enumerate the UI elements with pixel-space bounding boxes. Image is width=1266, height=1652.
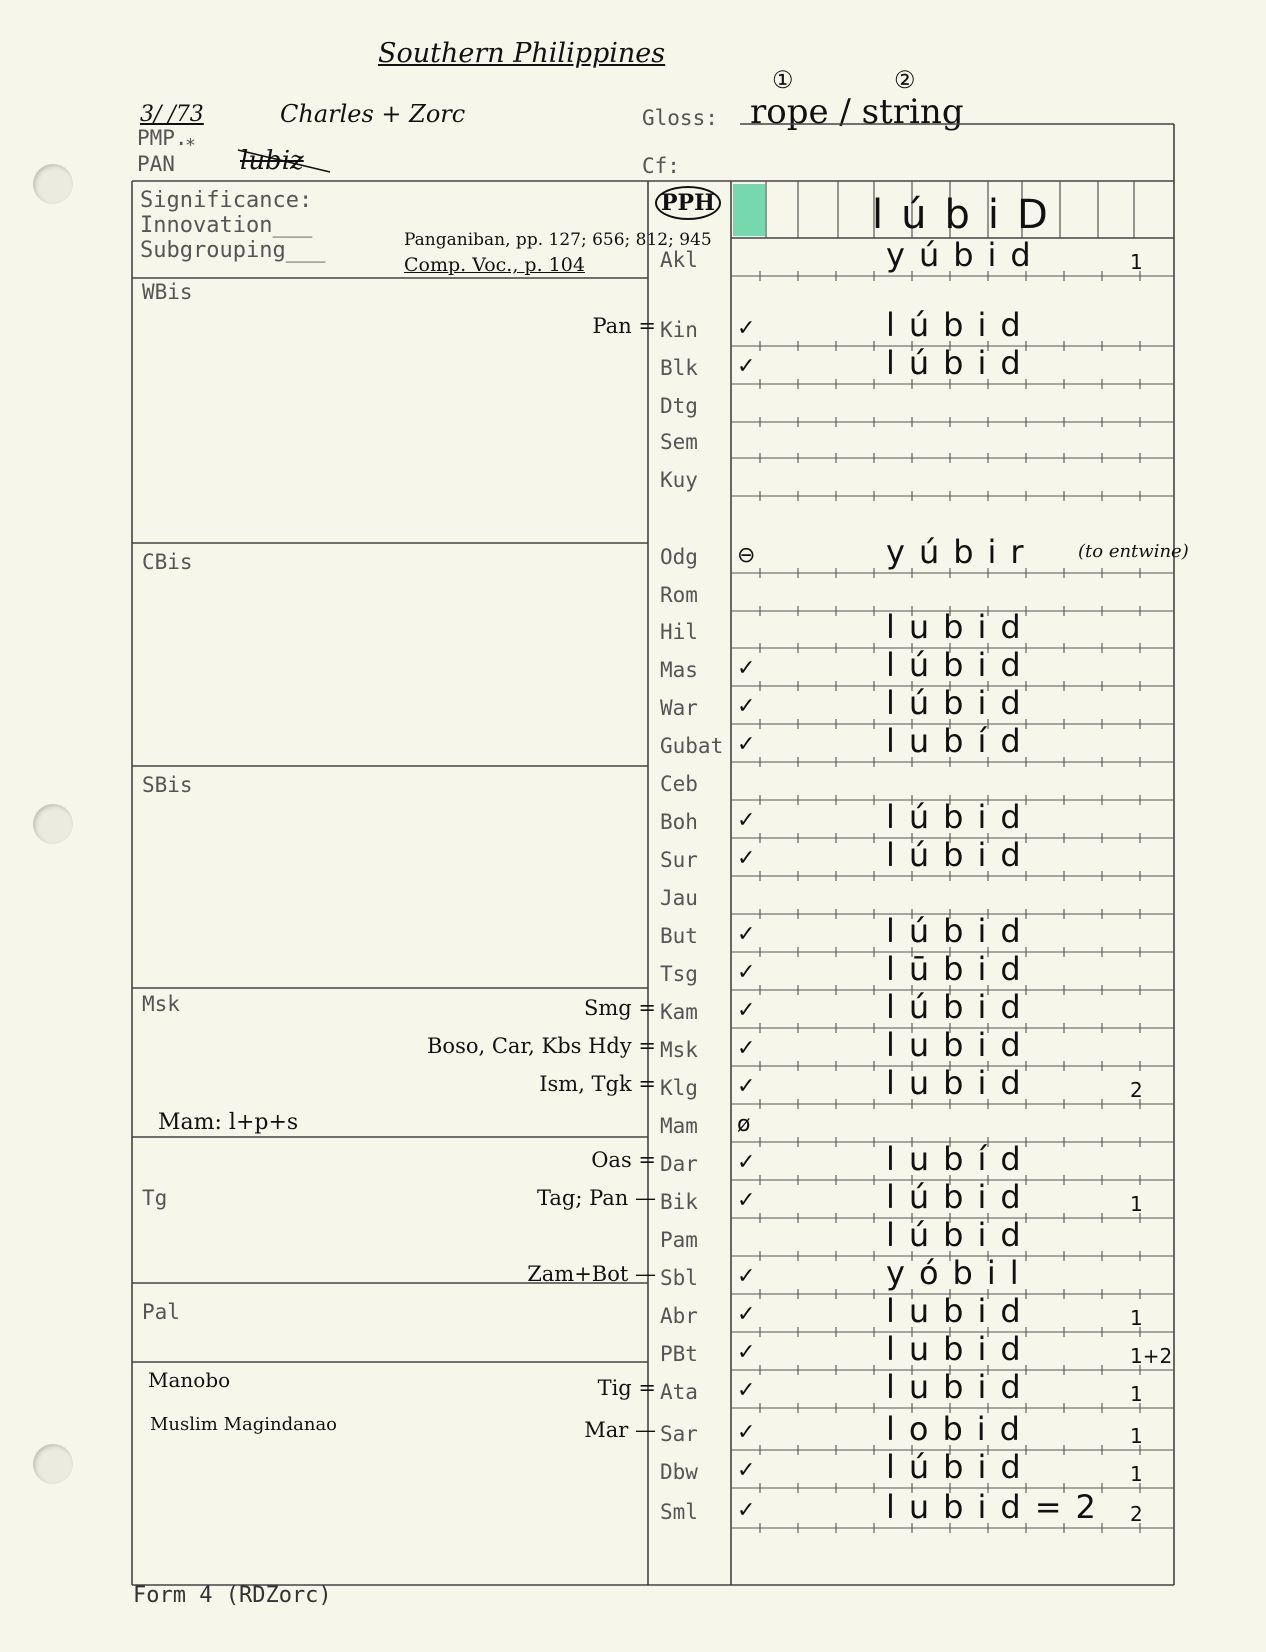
- language-code-sur: Sur: [660, 848, 698, 872]
- gloss-number-2: ②: [894, 66, 916, 94]
- reflex-form: lubíd: [886, 722, 1035, 760]
- language-code-dar: Dar: [660, 1152, 698, 1176]
- cf-label: Cf:: [642, 154, 680, 178]
- language-code-dbw: Dbw: [660, 1460, 698, 1484]
- card-authors: Charles + Zorc: [280, 100, 466, 128]
- innovation-label: Innovation___: [140, 213, 313, 238]
- check-mark: ✓: [737, 808, 756, 833]
- check-mark: ✓: [737, 732, 756, 757]
- msk-note: Mam: l+p+s: [158, 1110, 299, 1135]
- language-code-mas: Mas: [660, 658, 698, 682]
- check-mark: ✓: [737, 1264, 756, 1289]
- source-count: 1: [1130, 1424, 1143, 1448]
- reflex-form: lúbid: [886, 798, 1035, 836]
- source-count: 1: [1130, 1382, 1143, 1406]
- language-equivalence-note: Boso, Car, Kbs Hdy =: [427, 1034, 656, 1058]
- language-code-sem: Sem: [660, 430, 698, 454]
- language-code-but: But: [660, 924, 698, 948]
- language-code-jau: Jau: [660, 886, 698, 910]
- language-code-boh: Boh: [660, 810, 698, 834]
- reflex-form: lúbid: [886, 912, 1035, 950]
- reflex-form: lubid: [886, 608, 1035, 646]
- language-code-kam: Kam: [660, 1000, 698, 1024]
- gloss-number-1: ①: [772, 66, 794, 94]
- language-code-hil: Hil: [660, 620, 698, 644]
- check-mark: ✓: [737, 1458, 756, 1483]
- language-code-tsg: Tsg: [660, 962, 698, 986]
- reflex-form: lúbid: [886, 684, 1035, 722]
- check-mark: ✓: [737, 1340, 756, 1365]
- language-code-klg: Klg: [660, 1076, 698, 1100]
- subgrouping-label: Subgrouping___: [140, 238, 326, 263]
- language-equivalence-note: Ism, Tgk =: [539, 1072, 656, 1096]
- language-code-war: War: [660, 696, 698, 720]
- reflex-form: lūbid: [886, 950, 1035, 988]
- proto-label: PPH: [655, 186, 721, 220]
- reflex-form: lúbid: [886, 306, 1035, 344]
- language-equivalence-note: Pan =: [592, 314, 656, 338]
- section-wbis: WBis: [142, 280, 193, 304]
- section-cbis: CBis: [142, 550, 193, 574]
- reflex-form: lúbid: [886, 1448, 1035, 1486]
- language-equivalence-note: Mar —: [584, 1418, 656, 1442]
- source-count: 1+2: [1130, 1344, 1173, 1368]
- check-mark: ✓: [737, 1036, 756, 1061]
- reflex-form: lubid: [886, 1292, 1035, 1330]
- gloss-label: Gloss:: [642, 106, 718, 130]
- language-equivalence-note: Tag; Pan —: [537, 1186, 656, 1210]
- pan-label: PAN: [137, 152, 175, 176]
- reflex-form: lúbid: [886, 1178, 1035, 1216]
- form-footer: Form 4 (RDZorc): [133, 1583, 332, 1608]
- language-equivalence-note: Tig =: [597, 1376, 656, 1400]
- check-mark: ✓: [737, 354, 756, 379]
- check-mark: ✓: [737, 846, 756, 871]
- reflex-form: yúbir: [886, 533, 1038, 571]
- reflex-form: lúbid: [886, 836, 1035, 874]
- language-code-odg: Odg: [660, 545, 698, 569]
- check-mark: ✓: [737, 1150, 756, 1175]
- language-code-rom: Rom: [660, 583, 698, 607]
- language-equivalence-note: Smg =: [583, 996, 656, 1020]
- reflex-form: lúbid: [886, 988, 1035, 1026]
- check-mark: ✓: [737, 656, 756, 681]
- pmp-label: PMP.: [137, 126, 188, 150]
- check-mark: ✓: [737, 1302, 756, 1327]
- check-mark: ø: [737, 1112, 751, 1137]
- source-count: 1: [1130, 1192, 1143, 1216]
- language-code-sml: Sml: [660, 1500, 698, 1524]
- language-code-blk: Blk: [660, 356, 698, 380]
- reflex-form: lubid: [886, 1330, 1035, 1368]
- reflex-form: lúbid: [886, 1216, 1035, 1254]
- section-msk: Msk: [142, 992, 180, 1016]
- language-code-bik: Bik: [660, 1190, 698, 1214]
- reflex-form: lubid: [886, 1064, 1035, 1102]
- language-code-kin: Kin: [660, 318, 698, 342]
- language-code-msk: Msk: [660, 1038, 698, 1062]
- proto-form: lúbiD: [872, 192, 1066, 238]
- source-count: 2: [1130, 1502, 1143, 1526]
- check-mark: ✓: [737, 960, 756, 985]
- source-count: 1: [1130, 250, 1143, 274]
- reflex-form: lubíd: [886, 1140, 1035, 1178]
- language-code-ata: Ata: [660, 1380, 698, 1404]
- card-date: 3/ /73: [140, 102, 204, 127]
- section-tg: Tg: [142, 1186, 168, 1210]
- check-mark: ✓: [737, 998, 756, 1023]
- reflex-form: lubid: [886, 1026, 1035, 1064]
- section-manobo: Manobo: [148, 1368, 231, 1392]
- section-sbis: SBis: [142, 773, 193, 797]
- language-code-kuy: Kuy: [660, 468, 698, 492]
- language-code-gubat: Gubat: [660, 734, 724, 758]
- reference-panganiban: Panganiban, pp. 127; 656; 812; 945: [404, 230, 712, 250]
- section-muslim-magindanao: Muslim Magindanao: [150, 1414, 338, 1435]
- language-equivalence-note: Oas =: [591, 1148, 656, 1172]
- reference-comp-voc: Comp. Voc., p. 104: [404, 254, 585, 276]
- language-code-dtg: Dtg: [660, 394, 698, 418]
- language-code-pbt: PBt: [660, 1342, 698, 1366]
- check-mark: ✓: [737, 694, 756, 719]
- reflex-form: lubid: [886, 1368, 1035, 1406]
- source-count: 1: [1130, 1462, 1143, 1486]
- source-count: 2: [1130, 1078, 1143, 1102]
- language-code-sbl: Sbl: [660, 1266, 698, 1290]
- pan-value-struck: lubiz: [240, 146, 304, 176]
- check-mark: ✓: [737, 1378, 756, 1403]
- check-mark: ✓: [737, 1420, 756, 1445]
- gloss-value: rope / string: [750, 92, 964, 132]
- check-mark: ⊖: [737, 543, 756, 568]
- check-mark: ✓: [737, 922, 756, 947]
- reflex-form: yóbil: [886, 1254, 1033, 1292]
- language-equivalence-note: Zam+Bot —: [527, 1262, 656, 1286]
- language-code-mam: Mam: [660, 1114, 698, 1138]
- language-code-pam: Pam: [660, 1228, 698, 1252]
- significance-title: Significance:: [140, 188, 313, 213]
- check-mark: ✓: [737, 1498, 756, 1523]
- check-mark: ✓: [737, 1074, 756, 1099]
- reflex-form: yúbid: [886, 236, 1045, 274]
- reflex-form: lubid=2: [886, 1488, 1110, 1526]
- language-code-ceb: Ceb: [660, 772, 698, 796]
- check-mark: ✓: [737, 316, 756, 341]
- reflex-form: lúbid: [886, 646, 1035, 684]
- language-code-akl: Akl: [660, 248, 698, 272]
- language-equivalence-note: (to entwine): [1078, 541, 1189, 562]
- section-pal: Pal: [142, 1300, 180, 1324]
- check-mark: ✓: [737, 1188, 756, 1213]
- region-title: Southern Philippines: [378, 38, 666, 69]
- language-code-sar: Sar: [660, 1422, 698, 1446]
- language-code-abr: Abr: [660, 1304, 698, 1328]
- reflex-form: lobid: [886, 1410, 1034, 1448]
- reflex-form: lúbid: [886, 344, 1035, 382]
- source-count: 1: [1130, 1306, 1143, 1330]
- pmp-star: *: [185, 135, 196, 156]
